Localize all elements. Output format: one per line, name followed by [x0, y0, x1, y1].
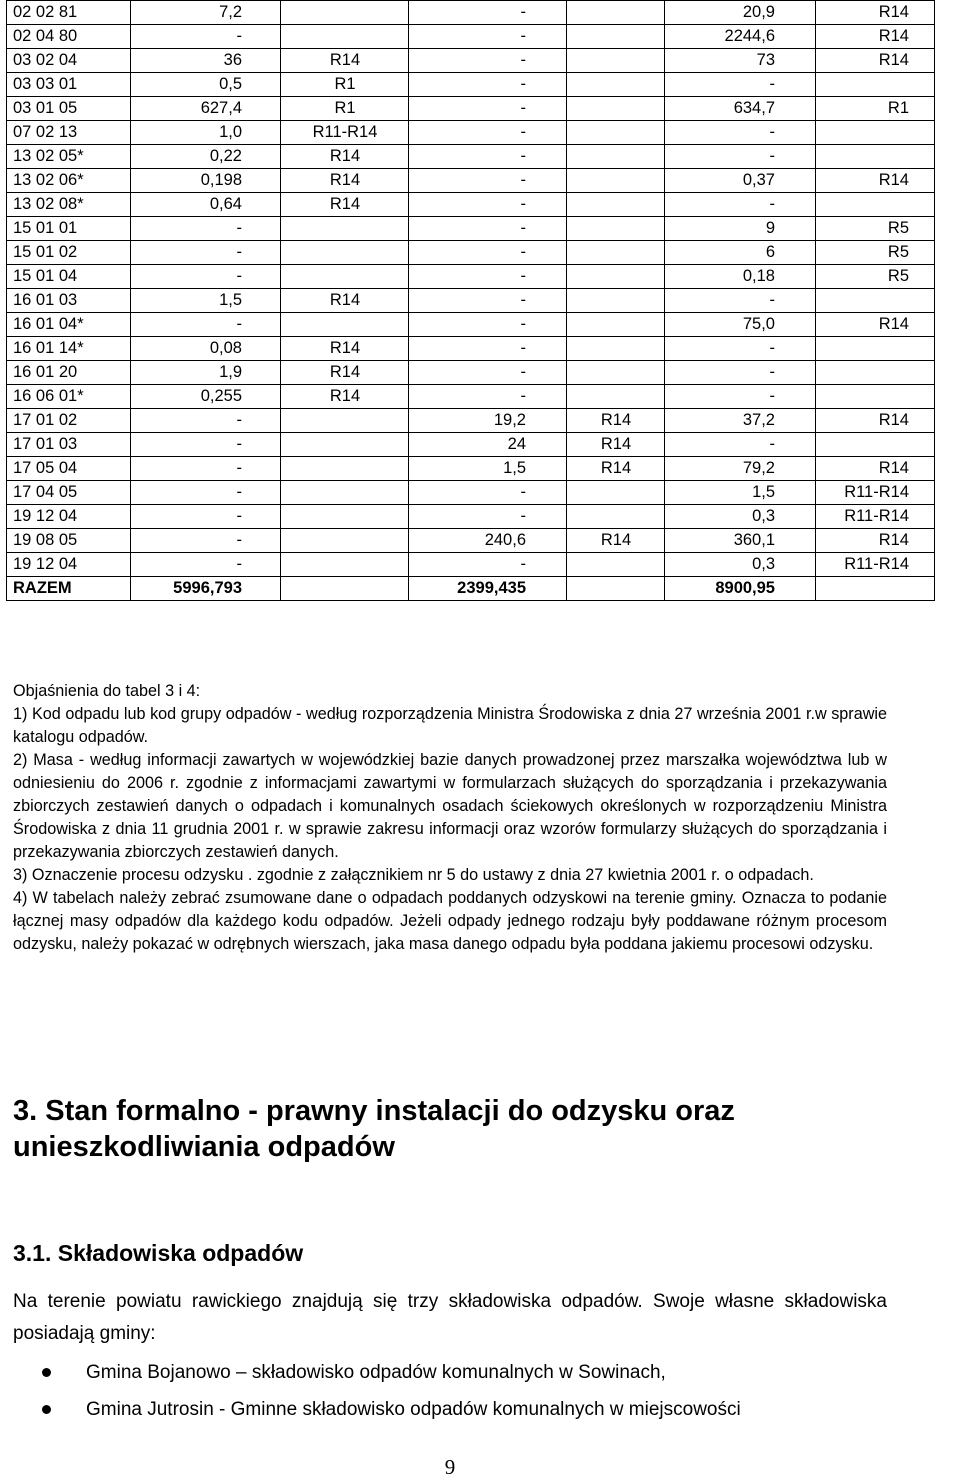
table-cell	[281, 577, 409, 601]
table-cell: 03 01 05	[7, 97, 131, 121]
table-cell: 0,255	[131, 385, 281, 409]
table-cell: 13 02 08*	[7, 193, 131, 217]
table-cell	[281, 217, 409, 241]
table-cell: -	[131, 409, 281, 433]
table-cell	[567, 265, 665, 289]
table-cell: -	[409, 505, 567, 529]
table-cell	[567, 313, 665, 337]
table-cell: 0,3	[665, 505, 816, 529]
table-cell: 0,3	[665, 553, 816, 577]
table-cell: -	[409, 217, 567, 241]
table-cell: -	[409, 1, 567, 25]
notes-heading: Objaśnienia do tabel 3 i 4:	[13, 682, 201, 700]
table-cell: R14	[281, 289, 409, 313]
note-item-4: 4) W tabelach należy zebrać zsumowane dane o odpadach poddanych odzyskowi na terenie gminy. Oznacza to podanie łącznej masy odpadów dla każdego kodu odpadów. Jeżeli odpady jednego rodzaju były poddawane różnym procesom odzysku, należy pokazać w odrębnych wierszach, jaka masa danego odpadu była poddana jakiemu procesowi odzysku.	[13, 889, 887, 953]
table-cell: 0,5	[131, 73, 281, 97]
table-cell: R14	[567, 409, 665, 433]
table-cell: -	[409, 481, 567, 505]
table-cell: 20,9	[665, 1, 816, 25]
bullet-icon	[42, 1405, 51, 1414]
table-row	[7, 385, 935, 409]
note-item-3: 3) Oznaczenie procesu odzysku . zgodnie z załącznikiem nr 5 do ustawy z dnia 27 kwietnia 2001 r. o odpadach.	[13, 866, 814, 884]
table-row	[7, 73, 935, 97]
table-cell: R14	[281, 49, 409, 73]
table-cell: R14	[816, 529, 935, 553]
table-cell: -	[409, 361, 567, 385]
section-heading: 3. Stan formalno - prawny instalacji do odzysku oraz unieszkodliwiania odpadów	[13, 1095, 735, 1163]
table-cell: 36	[131, 49, 281, 73]
table-cell: -	[665, 361, 816, 385]
table-cell	[567, 361, 665, 385]
table-cell: -	[131, 529, 281, 553]
table-row	[7, 481, 935, 505]
table-cell	[281, 553, 409, 577]
table-cell	[816, 433, 935, 457]
table-cell: -	[665, 385, 816, 409]
table-cell: -	[665, 433, 816, 457]
table-row	[7, 49, 935, 73]
table-cell: -	[131, 241, 281, 265]
note-item-2: 2) Masa - według informacji zawartych w wojewódzkiej bazie danych prowadzonej przez marszałka województwa lub w odniesieniu do 2006 r. zgodnie z informacjami zawartymi w formularzach służących do sporządzania i przekazywania zbiorczych zestawień danych o odpadach i komunalnych osadach ściekowych określonych w rozporządzeniu Ministra Środowiska z dnia 11 grudnia 2001 r. w sprawie zakresu informacji oraz wzorów formularzy służących do sporządzania i przekazywania zbiorczych zestawień danych.	[13, 751, 887, 861]
table-cell	[567, 25, 665, 49]
table-cell: -	[131, 481, 281, 505]
table-cell: -	[131, 265, 281, 289]
table-cell	[816, 289, 935, 313]
list-item	[13, 1354, 887, 1391]
table-cell: R14	[816, 457, 935, 481]
table-cell: 240,6	[409, 529, 567, 553]
table-cell: R5	[816, 241, 935, 265]
landfill-list	[13, 1354, 887, 1428]
table-cell: R14	[816, 409, 935, 433]
table-cell	[281, 505, 409, 529]
table-cell	[281, 481, 409, 505]
table-cell: -	[131, 25, 281, 49]
table-cell: 13 02 05*	[7, 145, 131, 169]
table-row	[7, 409, 935, 433]
table-cell: 17 04 05	[7, 481, 131, 505]
table-row	[7, 145, 935, 169]
table-cell: 360,1	[665, 529, 816, 553]
table-cell	[281, 241, 409, 265]
table-cell: 0,18	[665, 265, 816, 289]
table-cell	[567, 169, 665, 193]
table-cell	[567, 481, 665, 505]
table-cell: -	[409, 337, 567, 361]
table-cell: 37,2	[665, 409, 816, 433]
table-cell	[816, 361, 935, 385]
table-cell: 17 05 04	[7, 457, 131, 481]
table-cell: 1,9	[131, 361, 281, 385]
table-cell: -	[409, 49, 567, 73]
table-cell	[567, 505, 665, 529]
table-cell: -	[409, 145, 567, 169]
table-cell: 6	[665, 241, 816, 265]
table-cell: R14	[816, 1, 935, 25]
table-row	[7, 121, 935, 145]
waste-recovery-table	[6, 0, 935, 601]
table-cell: R1	[816, 97, 935, 121]
table-cell: R14	[816, 49, 935, 73]
table-cell: 634,7	[665, 97, 816, 121]
table-row	[7, 313, 935, 337]
table-row	[7, 217, 935, 241]
table-cell: 7,2	[131, 1, 281, 25]
table-cell	[567, 577, 665, 601]
table-cell: 1,5	[131, 289, 281, 313]
table-cell: -	[131, 457, 281, 481]
table-cell: R14	[281, 337, 409, 361]
table-cell: -	[131, 217, 281, 241]
table-cell: R14	[816, 169, 935, 193]
table-row	[7, 1, 935, 25]
subsection-heading: 3.1. Składowiska odpadów	[13, 1240, 304, 1266]
table-cell: R14	[816, 25, 935, 49]
table-cell: R14	[281, 169, 409, 193]
table-cell: 1,5	[409, 457, 567, 481]
table-cell	[281, 409, 409, 433]
table-cell: 02 04 80	[7, 25, 131, 49]
table-cell: 2399,435	[409, 577, 567, 601]
table-cell: 07 02 13	[7, 121, 131, 145]
table-cell: 15 01 04	[7, 265, 131, 289]
table-row	[7, 265, 935, 289]
table-cell: 19 12 04	[7, 505, 131, 529]
list-item	[13, 1391, 887, 1428]
bullet-icon	[42, 1368, 51, 1377]
table-row	[7, 289, 935, 313]
table-cell: -	[409, 193, 567, 217]
table-cell: -	[665, 145, 816, 169]
table-cell	[567, 49, 665, 73]
table-row	[7, 25, 935, 49]
table-total-row	[7, 577, 935, 601]
table-cell	[816, 73, 935, 97]
table-cell	[816, 337, 935, 361]
table-cell: 16 06 01*	[7, 385, 131, 409]
table-cell: -	[665, 337, 816, 361]
table-cell: R5	[816, 217, 935, 241]
table-cell: -	[409, 313, 567, 337]
table-row	[7, 433, 935, 457]
table-cell: -	[409, 169, 567, 193]
table-cell: -	[665, 193, 816, 217]
table-cell: 73	[665, 49, 816, 73]
table-cell: 0,198	[131, 169, 281, 193]
table-cell: 15 01 01	[7, 217, 131, 241]
table-cell: -	[131, 433, 281, 457]
table-cell: R11-R14	[816, 481, 935, 505]
table-cell	[816, 121, 935, 145]
table-cell: 03 02 04	[7, 49, 131, 73]
list-item-text: Gmina Bojanowo – składowisko odpadów komunalnych w Sowinach,	[86, 1362, 666, 1383]
table-cell: R14	[281, 361, 409, 385]
notes-section	[13, 680, 887, 956]
table-cell: 02 02 81	[7, 1, 131, 25]
table-cell: R5	[816, 265, 935, 289]
table-cell: 8900,95	[665, 577, 816, 601]
section-paragraph: Na terenie powiatu rawickiego znajdują się trzy składowiska odpadów. Swoje własne składowiska posiadają gminy:	[13, 1291, 887, 1344]
table-cell: 19 08 05	[7, 529, 131, 553]
table-cell: 0,37	[665, 169, 816, 193]
table-cell: R14	[567, 457, 665, 481]
table-cell: 16 01 03	[7, 289, 131, 313]
table-cell: 0,22	[131, 145, 281, 169]
table-cell: 13 02 06*	[7, 169, 131, 193]
table-cell: 17 01 03	[7, 433, 131, 457]
table-cell: -	[665, 289, 816, 313]
table-cell	[567, 217, 665, 241]
table-cell	[281, 265, 409, 289]
table-row	[7, 505, 935, 529]
table-cell: 75,0	[665, 313, 816, 337]
table-cell	[281, 529, 409, 553]
table-cell: 19,2	[409, 409, 567, 433]
table-cell: -	[409, 97, 567, 121]
table-cell: 19 12 04	[7, 553, 131, 577]
table-row	[7, 457, 935, 481]
table-row	[7, 361, 935, 385]
table-cell	[567, 193, 665, 217]
table-cell	[816, 385, 935, 409]
table-cell	[816, 577, 935, 601]
table-cell: R14	[281, 193, 409, 217]
table-cell: RAZEM	[7, 577, 131, 601]
table-cell: 5996,793	[131, 577, 281, 601]
table-cell: R1	[281, 97, 409, 121]
table-cell: -	[665, 121, 816, 145]
table-cell	[281, 433, 409, 457]
table-cell: 16 01 20	[7, 361, 131, 385]
table-cell: -	[665, 73, 816, 97]
table-cell: R14	[567, 529, 665, 553]
table-cell	[567, 241, 665, 265]
table-cell	[567, 1, 665, 25]
table-cell: -	[409, 25, 567, 49]
table-cell	[567, 145, 665, 169]
table-cell: R11-R14	[281, 121, 409, 145]
table-cell	[281, 25, 409, 49]
table-cell: 24	[409, 433, 567, 457]
table-cell: -	[409, 265, 567, 289]
table-cell: 0,64	[131, 193, 281, 217]
table-row	[7, 193, 935, 217]
table-row	[7, 169, 935, 193]
table-cell: -	[409, 289, 567, 313]
table-cell: 16 01 14*	[7, 337, 131, 361]
table-cell	[816, 145, 935, 169]
table-cell: -	[409, 553, 567, 577]
table-cell	[816, 193, 935, 217]
table-cell	[281, 313, 409, 337]
table-cell: R1	[281, 73, 409, 97]
table-cell	[567, 337, 665, 361]
table-cell	[567, 289, 665, 313]
table-cell: 1,5	[665, 481, 816, 505]
table-cell: -	[409, 73, 567, 97]
list-item-text: Gmina Jutrosin - Gminne składowisko odpadów komunalnych w miejscowości	[86, 1399, 741, 1420]
table-cell	[567, 385, 665, 409]
table-cell	[567, 553, 665, 577]
table-cell	[281, 1, 409, 25]
table-cell: 0,08	[131, 337, 281, 361]
table-cell: 1,0	[131, 121, 281, 145]
table-cell: -	[409, 241, 567, 265]
table-cell: -	[409, 121, 567, 145]
table-cell: R14	[281, 385, 409, 409]
table-row	[7, 97, 935, 121]
table-cell: R14	[281, 145, 409, 169]
table-row	[7, 553, 935, 577]
note-item-1: 1) Kod odpadu lub kod grupy odpadów - według rozporządzenia Ministra Środowiska z dnia 27 września 2001 r.w sprawie katalogu odpadów.	[13, 705, 887, 746]
table-cell: 79,2	[665, 457, 816, 481]
table-row	[7, 337, 935, 361]
table-cell: 627,4	[131, 97, 281, 121]
page-number: 9	[444, 1455, 456, 1479]
table-cell: 2244,6	[665, 25, 816, 49]
table-cell: R14	[816, 313, 935, 337]
table-cell: 16 01 04*	[7, 313, 131, 337]
table-cell	[567, 97, 665, 121]
table-cell: R14	[567, 433, 665, 457]
table-cell: 15 01 02	[7, 241, 131, 265]
table-cell: -	[409, 385, 567, 409]
table-cell: R11-R14	[816, 505, 935, 529]
table-row	[7, 241, 935, 265]
table-cell: R11-R14	[816, 553, 935, 577]
table-cell: 17 01 02	[7, 409, 131, 433]
table-cell: -	[131, 505, 281, 529]
table-cell	[281, 457, 409, 481]
table-cell: 03 03 01	[7, 73, 131, 97]
table-cell	[567, 73, 665, 97]
table-row	[7, 529, 935, 553]
table-cell: -	[131, 313, 281, 337]
table-cell: 9	[665, 217, 816, 241]
table-cell	[567, 121, 665, 145]
table-cell: -	[131, 553, 281, 577]
table-body	[7, 1, 935, 601]
